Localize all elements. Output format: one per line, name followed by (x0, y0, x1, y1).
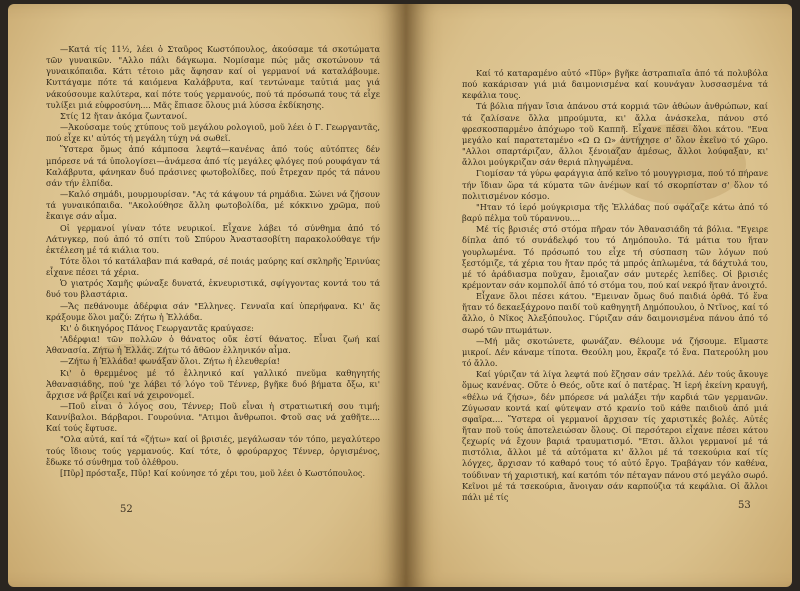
paragraph: —Ποῦ εἶναι ὁ λόγος σου, Τέννερ; Ποῦ εἶναι ἡ στρατιωτική σου τιμή; Καννίβαλοι. Βάρβαροι. Γουρούνια. "Ατιμοι ἄνθρωποι. Φτοῦ σας νά χαθῆτε.... Καί τούς ἔφτυσε. (46, 401, 380, 434)
paragraph: Κι' ὁ θρεμμένος μέ τό ἑλληνικό καί γαλλικό πνεῦμα καθηγητής Ἀθανασιάδης, πού 'χε λάβει τό λόγο τοῦ Τέννερ, βγῆκε δυό βήματα ὄξω, κι' ἄρχισε νά βρίζει καί νά χειρονομεῖ. (46, 367, 380, 400)
paragraph: Καί γύριζαν τά λίγα λεφτά πού ἔζησαν σάν τρελλά. Δέν τούς ἄκουγε ὅμως κανένας. Οὔτε ὁ Θεός, οὔτε καί ὁ πατέρας. Ἡ ἱερή ἐκείνη κραυγή, «θέλω νά ζήσω», δέν μπόρεσε νά μαλάξει τήν καρδιά τῶν γερμανῶν. Ζύγωσαν κοντά καί φύτεψαν στό κρανίο τοῦ κάθε παιδιοῦ ἀπό μιά σφαῖρα.... Ὕστερα οἱ γερμανοί ἄρχισαν τίς χαριστικές βολές. Αὐτές ἤταν ποῦ τούς ἀποτελειώσαν ὅλους. Οἱ περσότεροι εἶχανε πέσει κάτου ζεχωρίς νά ἔχουν βαριά τραυματισμό. "Ετσι. ἄλλοι γερμανοί μέ τά πιστόλια, ἄλλοι μέ τά αὐτόματα κι' ἄλλοι μέ τά τσεκούρια καί τίς λόγχες, ἄρχισαν τό καθαρό τους τό αὐτό ἔργο. Τραβάγαν τόν καθένα, τούδιναν τή χαριστική, καί κατόπι τόν πέταγαν πάνου στό μεγάλο σωρό. Κεῖνοι μέ τά τσεκούρια, ἄνοιγαν σάν καρπούζια τά κεφάλια. Οἱ ἄλλοι πάλι μέ τίς (462, 369, 768, 502)
paragraph: —Ἄς πεθάνουμε ἀδέρφια σάν "Ελληνες. Γενναῖα καί ὑπερήφανα. Κι' ἄς κράξουμε ὅλοι μαζύ: Ζήτω ἡ Ἑλλάδα. (46, 300, 380, 322)
paragraph: Ὕστερα ὅμως ἀπό κάμποσα λεφτά—κανένας ἀπό τούς αὐτόπτες δέν μπόρεσε νά τά ὑπολογίσει—ἀνάμεσα ἀπό τίς μεγάλες φλόγες πού ρουφάγαν τά Καλάβρυτα, φάνηκαν δυό πράσινες φωτοβολίδες, πού ἔτρεχαν πρός τά πάνου σάν τήν ἐλπίδα. (46, 144, 380, 188)
paragraph: Εἶχανε ὅλοι πέσει κάτου. "Εμειναν ὅμως δυό παιδιά ὀρθά. Τό ἕνα ἤταν τό δεκαεξάχρονο παιδί τοῦ καθηγητῆ Δημόπουλου, ὁ Ντῖνος, καί τό ἄλλο, ὁ Νῖκος Ἀλεξόπουλος. Γύριζαν σάν δαιμονισμένα πάνου ἀπό τό σωρό τῶν πτωμάτων. (462, 291, 768, 335)
paragraph: —Μή μᾶς σκοτώνετε, φωνάζαν. Θέλουμε νά ζήσουμε. Εἴμαστε μικροί. Δέν κάναμε τίποτα. Θεούλη μου, ἔκραζε τό ἕνα. Πατερούλη μου τό ἄλλο. (462, 335, 768, 369)
paragraph: Οἱ γερμανοί γίναν τότε νευρικοί. Εἶχανε λάβει τό σύνθημα ἀπό τό Λάτνγκερ, πού ἀπό τό σπίτι τοῦ Σπύρου Ἀναστασοβίτη παρακολούθαγε τήν ἐκτέλεση μέ τά κιάλια του. (46, 222, 380, 255)
left-page-text (46, 44, 380, 479)
paragraph: Γιομίσαν τά γύρω φαράγγια ἀπό κεῖνο τό μουγγρισμα, πού τό πήρανε τήν ἴδιαν ὥρα τά κύματα τῶν ἀνέμων καί τό σκορπίσταν σ' ὅλον τό πολιτισμένον κόσμο. (462, 168, 768, 201)
paragraph: 'Αδέρφια! τῶν πολλῶν ὁ θάνατος οὔκ ἐστί θάνατος. Εἶναι ζωή καί Ἀθανασία. Ζήτω ἡ Ἑλλάς. Ζήτω τό ἄθῶον ἑλληνικόν αἷμα. (46, 334, 380, 356)
paragraph: Μέ τίς βρισιές στό στόμα πῆραν τόν Ἀθανασιάδη τά βόλια. "Εγειρε δίπλα ἀπό τό συνάδελφό του τό Δημόπουλο. Τά μάτια του ἤταν γουρλωμένα. Τό πρόσωπό του εἶχε τή σύσπαση τῶν λόγων πού ξεστόμιζε, τά χέρια του ἤταν πρός τά μπρός ἁπλωμένα, τά δάχτυλά του, μέ τό ἀράδιασμα ποῦχαν, ἔμοιαζαν σάν μυτερές λεπίδες. Οἱ βρισιές κρέμονταν σάν κομπολόϊ ἀπό τό στόμα του, πού καί νεκρό ἤταν ἀνοιχτό. (462, 224, 768, 290)
paragraph: Ὁ γιατρός Χαμῆς φώναξε δυνατά, ἐκνευριστικά, σφίγγοντας κοντά του τά δυό του βλαστάρια. (46, 278, 380, 300)
right-page-text (462, 68, 768, 503)
paragraph: Στίς 12 ἤταν ἀκόμα ζωντανοί. (60, 110, 188, 121)
paragraph: —Ζήτω ἡ Ἑλλάδα! φωνάξαν ὅλοι. Ζήτω ἡ ἐλευθερία! (60, 356, 280, 367)
page-number-left: 52 (120, 504, 133, 515)
paragraph: —Κατά τίς 11½, λέει ὁ Σταῦρος Κωστόπουλος, ἀκούσαμε τά σκοτώματα τῶν γυναικῶν. "Αλλο πάλι δάγκωμα. Νομίσαμε πώς μᾶς σκοτώνουν τά γυναικόπαιδα. Κάτι τέτοιο μᾶς ἄφησαν καί οἱ γερμανοί νά καταλάβουμε. Κυττάγαμε πότε τά καιόμενα Καλάβρυτα, καί τεντώναμε ταὐτιά μας γιά νάκούσουμε καλύτερα, καί πότε τούς γερμανούς, πού τά πρόσωπά τους τά εἶχε τυλίξει μιά εὐφροσύνη.... Μᾶς ἔπιασε ὅλους μιά λύσσα ἐκδίκησης. (46, 44, 380, 110)
page-number-right: 53 (738, 500, 751, 511)
paragraph: [Πῦρ] πρόσταξε, Πῦρ! Καί κούνησε τό χέρι του, μοῦ λέει ὁ Κωστόπουλος. (60, 467, 366, 478)
paragraph: Τά βόλια πήγαν ἴσια ἀπάνου στά κορμιά τῶν ἀθώων ἀνθρώπων, καί τά ζαλίσανε ὅλλα μπρούμυτα, κι' ἄλλα ἀνάσκελα, πάνου στό φρεσκοσπαρμένο ἀπόχωρο τοῦ Καππῆ. Εἶχανε πέσει ὅλοι κάτου. "Ενα μεγάλο καί παρατεταμένο «Ω Ω Ω» ἀντήχησε σ' ὅλον ἐκεῖνο τό χῶρο. "Αλλοι σπαρτάριζαν, ἄλλοι ξένοιαζαν ἀμέσως, ἄλλοι λούφαξαν, κι' ἄλλοι μούγκριζαν σάν θεριά πληγωμένα. (462, 101, 768, 168)
paragraph: Κι' ὁ δικηγόρος Πάνος Γεωργαντᾶς κραύγασε: (60, 322, 254, 333)
paragraph: —Καλό σημάδι, μουρμουρίσαν. "Ας τά κάψουν τά ρημάδια. Σώνει νά ζήσουν τά γυναικόπαιδα. "Ακολούθησε ἄλλη φωτοβολίδα, μέ κόκκινο χρῶμα, πού ἔκαιγε σάν αἷμα. (46, 189, 380, 222)
paragraph: "Ολα αὐτά, καί τά «ζήτω» καί οἱ βρισιές, μεγάλωσαν τόν τόπο, μεγαλύτερο τούς ἴδιους τούς γερμανούς. Καί τότε, ὁ φρούραρχος Τέννερ, ὀργισμένος, ἔδωκε τό σύνθημα τοῦ ὀλέθρου. (46, 434, 380, 467)
open-book (8, 4, 792, 587)
right-page (406, 4, 792, 587)
left-page (8, 4, 406, 587)
paragraph: Τότε ὅλοι τό κατάλαβαν πιά καθαρά, σέ ποιάς μαύρης καί σκληρῆς Ἐρινύας εἶχανε πέσει τά χέρια. (46, 255, 380, 278)
paragraph: —Ἀκούσαμε τούς χτύπους τοῦ μεγάλου ρολογιοῦ, μοῦ λέει ὁ Γ. Γεωργαντᾶς, πού εἶχε κι' αὐτός τή μεγάλη τύχη νά σωθεῖ. (46, 122, 380, 144)
paragraph: "Ηταν τό ἱερό μούγκρισμα τῆς Ἑλλάδας πού σφάζαζε κάτω ἀπό τό βαρύ πέλμα τοῦ τύραννου.... (462, 201, 768, 224)
paragraph: Καί τό καταραμένο αὐτό «Πῦρ» βγῆκε ἀστραπιαῖα ἀπό τά πολυβόλα πού κακάρισαν γιά μιά δαιμονισμένα καί κουνάγαν λυσσασμένα τά κεφάλια τους. (462, 68, 768, 101)
